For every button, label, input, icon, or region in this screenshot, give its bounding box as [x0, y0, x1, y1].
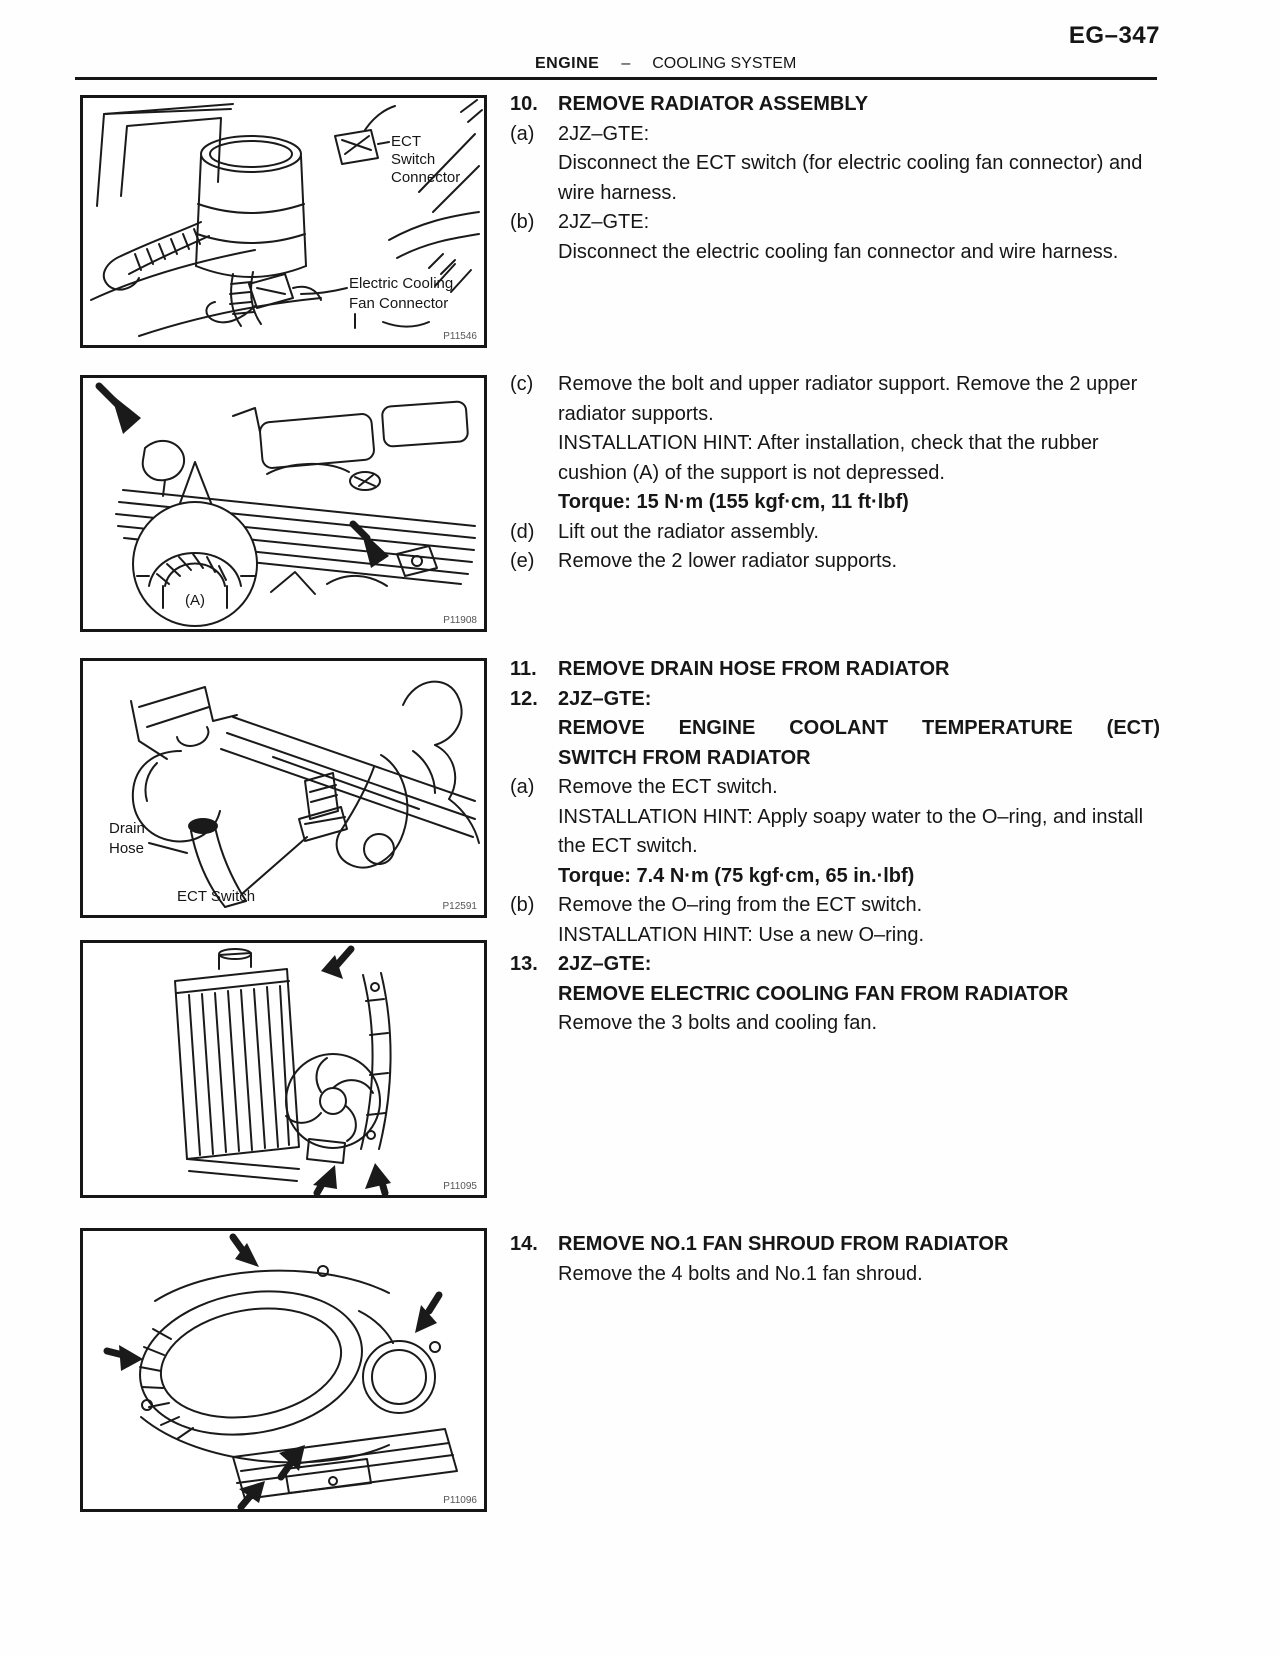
step-14-marker: 14.	[510, 1233, 538, 1255]
fig1-label-fan-line2: Fan Connector	[349, 295, 449, 312]
figure-upper-supports	[80, 375, 487, 632]
step-12b-hint	[510, 921, 1160, 951]
running-header	[535, 55, 796, 73]
spacer-marker	[510, 488, 558, 518]
fig3-label-ect-switch: ECT Switch	[177, 888, 256, 905]
figure-drain-hose-ect-switch	[80, 658, 487, 918]
drain-hose-line-art	[131, 682, 479, 907]
step-12-marker: 12.	[510, 687, 538, 710]
figure-fan-shroud	[80, 1228, 487, 1512]
spacer-marker	[510, 803, 558, 862]
spacer-marker	[510, 238, 558, 268]
figure-drain-hose-art	[83, 661, 484, 915]
figure-fan-shroud-art	[83, 1231, 484, 1509]
spacer-marker	[510, 714, 558, 744]
fig1-label-ect-line3: Connector	[391, 169, 461, 186]
step-12a-text: Remove the ECT switch.	[558, 776, 778, 798]
figure-electric-cooling-fan	[80, 940, 487, 1198]
fig5-code: P11096	[443, 1495, 477, 1506]
step-10b-detail-text: Disconnect the electric cooling fan connector and wire harness.	[558, 240, 1119, 263]
spacer-marker	[510, 429, 558, 488]
fig3-label-drain-line2: Hose	[109, 840, 145, 857]
spacer-marker	[510, 744, 558, 774]
step-10a-detail	[510, 149, 1160, 208]
spacer-marker	[510, 980, 558, 1010]
fig1-label-fan-line1: Electric Cooling	[349, 275, 454, 292]
step-10d-marker: (d)	[510, 520, 535, 543]
running-header-subsection: COOLING SYSTEM	[652, 55, 797, 72]
step-12-heading	[510, 685, 1160, 715]
header-rule	[75, 77, 1157, 80]
step-10a-text: 2JZ–GTE:	[558, 122, 650, 145]
step-12-heading-line3-text: SWITCH FROM RADIATOR	[558, 746, 811, 769]
spacer-marker	[510, 1260, 558, 1290]
step-10e-marker: (e)	[510, 550, 535, 572]
fig3-code: P12591	[442, 901, 477, 912]
step-12b-text: Remove the O–ring from the ECT switch.	[558, 894, 923, 916]
instruction-block-remove-radiator	[510, 90, 1160, 267]
step-10d	[510, 518, 1160, 548]
step-12a	[510, 773, 1160, 803]
step-12-text: 2JZ–GTE:	[558, 687, 652, 710]
step-10c-torque	[510, 488, 1160, 518]
step-10d-text: Lift out the radiator assembly.	[558, 520, 819, 543]
step-10c-torque-text: Torque: 15 N·m (155 kgf·cm, 11 ft·lbf)	[558, 491, 909, 513]
fig1-label-ect-line1: ECT	[391, 133, 421, 150]
page-number: EG–347	[1068, 22, 1160, 49]
spacer-marker	[510, 1009, 558, 1039]
fig4-code: P11095	[443, 1181, 477, 1192]
step-10-text: REMOVE RADIATOR ASSEMBLY	[558, 93, 869, 115]
step-10a	[510, 120, 1160, 150]
figure-upper-supports-art	[83, 378, 484, 629]
step-12a-torque-text: Torque: 7.4 N·m (75 kgf·cm, 65 in.·lbf)	[558, 864, 915, 887]
step-12a-hint-text: INSTALLATION HINT: Apply soapy water to the O–ring, and install the ECT switch.	[558, 805, 1144, 857]
step-10b	[510, 208, 1160, 238]
step-12b-marker: (b)	[510, 894, 535, 916]
running-header-section: ENGINE	[535, 55, 600, 72]
step-10c-hint-text: INSTALLATION HINT: After installation, check that the rubber cushion (A) of the support is not depressed.	[558, 432, 1099, 484]
step-10c-hint	[510, 429, 1160, 488]
step-14-text: REMOVE NO.1 FAN SHROUD FROM RADIATOR	[558, 1233, 1009, 1255]
step-10b-text: 2JZ–GTE:	[558, 211, 650, 233]
fig2-label-cushion-a: (A)	[185, 592, 205, 609]
step-10e-text: Remove the 2 lower radiator supports.	[558, 550, 898, 572]
step-13-text: 2JZ–GTE:	[558, 953, 652, 975]
step-10-heading	[510, 90, 1160, 120]
step-10-marker: 10.	[510, 93, 538, 115]
cooling-fan-line-art	[175, 949, 391, 1193]
figure-cooling-fan-art	[83, 943, 484, 1195]
fan-shroud-line-art	[107, 1237, 457, 1507]
radiator-support-line-art	[99, 386, 475, 626]
fig2-code: P11908	[443, 615, 477, 626]
step-12-heading-line2	[510, 714, 1160, 744]
step-10a-marker: (a)	[510, 122, 535, 145]
step-10c	[510, 370, 1160, 429]
step-10a-detail-text: Disconnect the ECT switch (for electric cooling fan connector) and wire harness.	[558, 152, 1143, 204]
step-10e	[510, 547, 1160, 577]
step-12b	[510, 891, 1160, 921]
fig1-code: P11546	[443, 331, 477, 342]
figure-ect-connectors-art	[83, 98, 484, 345]
step-12a-marker: (a)	[510, 776, 535, 798]
step-12a-hint	[510, 803, 1160, 862]
step-14-detail-text: Remove the 4 bolts and No.1 fan shroud.	[558, 1262, 923, 1285]
step-12-heading-line3	[510, 744, 1160, 774]
fig1-label-ect-line2: Switch	[391, 151, 436, 168]
step-13-heading-line2-text: REMOVE ELECTRIC COOLING FAN FROM RADIATOR	[558, 982, 1069, 1005]
step-13-heading-line2	[510, 980, 1160, 1010]
step-10b-detail	[510, 238, 1160, 268]
step-12-heading-line2-text: REMOVE ENGINE COOLANT TEMPERATURE (ECT)	[558, 717, 1160, 739]
step-10b-marker: (b)	[510, 211, 535, 233]
step-11-heading	[510, 655, 1160, 685]
step-12a-torque	[510, 862, 1160, 892]
step-11-text: REMOVE DRAIN HOSE FROM RADIATOR	[558, 658, 950, 680]
step-13-heading	[510, 950, 1160, 980]
instruction-block-fan-shroud	[510, 1230, 1160, 1289]
spacer-marker	[510, 149, 558, 208]
instruction-block-ect-switch	[510, 655, 1160, 1039]
step-12b-hint-text: INSTALLATION HINT: Use a new O–ring.	[558, 923, 925, 946]
step-14-heading	[510, 1230, 1160, 1260]
figure-ect-connectors	[80, 95, 487, 348]
step-11-marker: 11.	[510, 658, 537, 680]
step-10c-text: Remove the bolt and upper radiator support. Remove the 2 upper radiator supports.	[558, 373, 1138, 425]
step-13-detail	[510, 1009, 1160, 1039]
step-13-detail-text: Remove the 3 bolts and cooling fan.	[558, 1012, 878, 1034]
fig3-label-drain-line1: Drain	[109, 820, 145, 837]
spacer-marker	[510, 921, 558, 951]
instruction-block-radiator-supports	[510, 370, 1160, 577]
step-10c-marker: (c)	[510, 373, 534, 395]
step-14-detail	[510, 1260, 1160, 1290]
spacer-marker	[510, 862, 558, 892]
running-header-separator: –	[621, 55, 631, 72]
step-13-marker: 13.	[510, 953, 538, 975]
